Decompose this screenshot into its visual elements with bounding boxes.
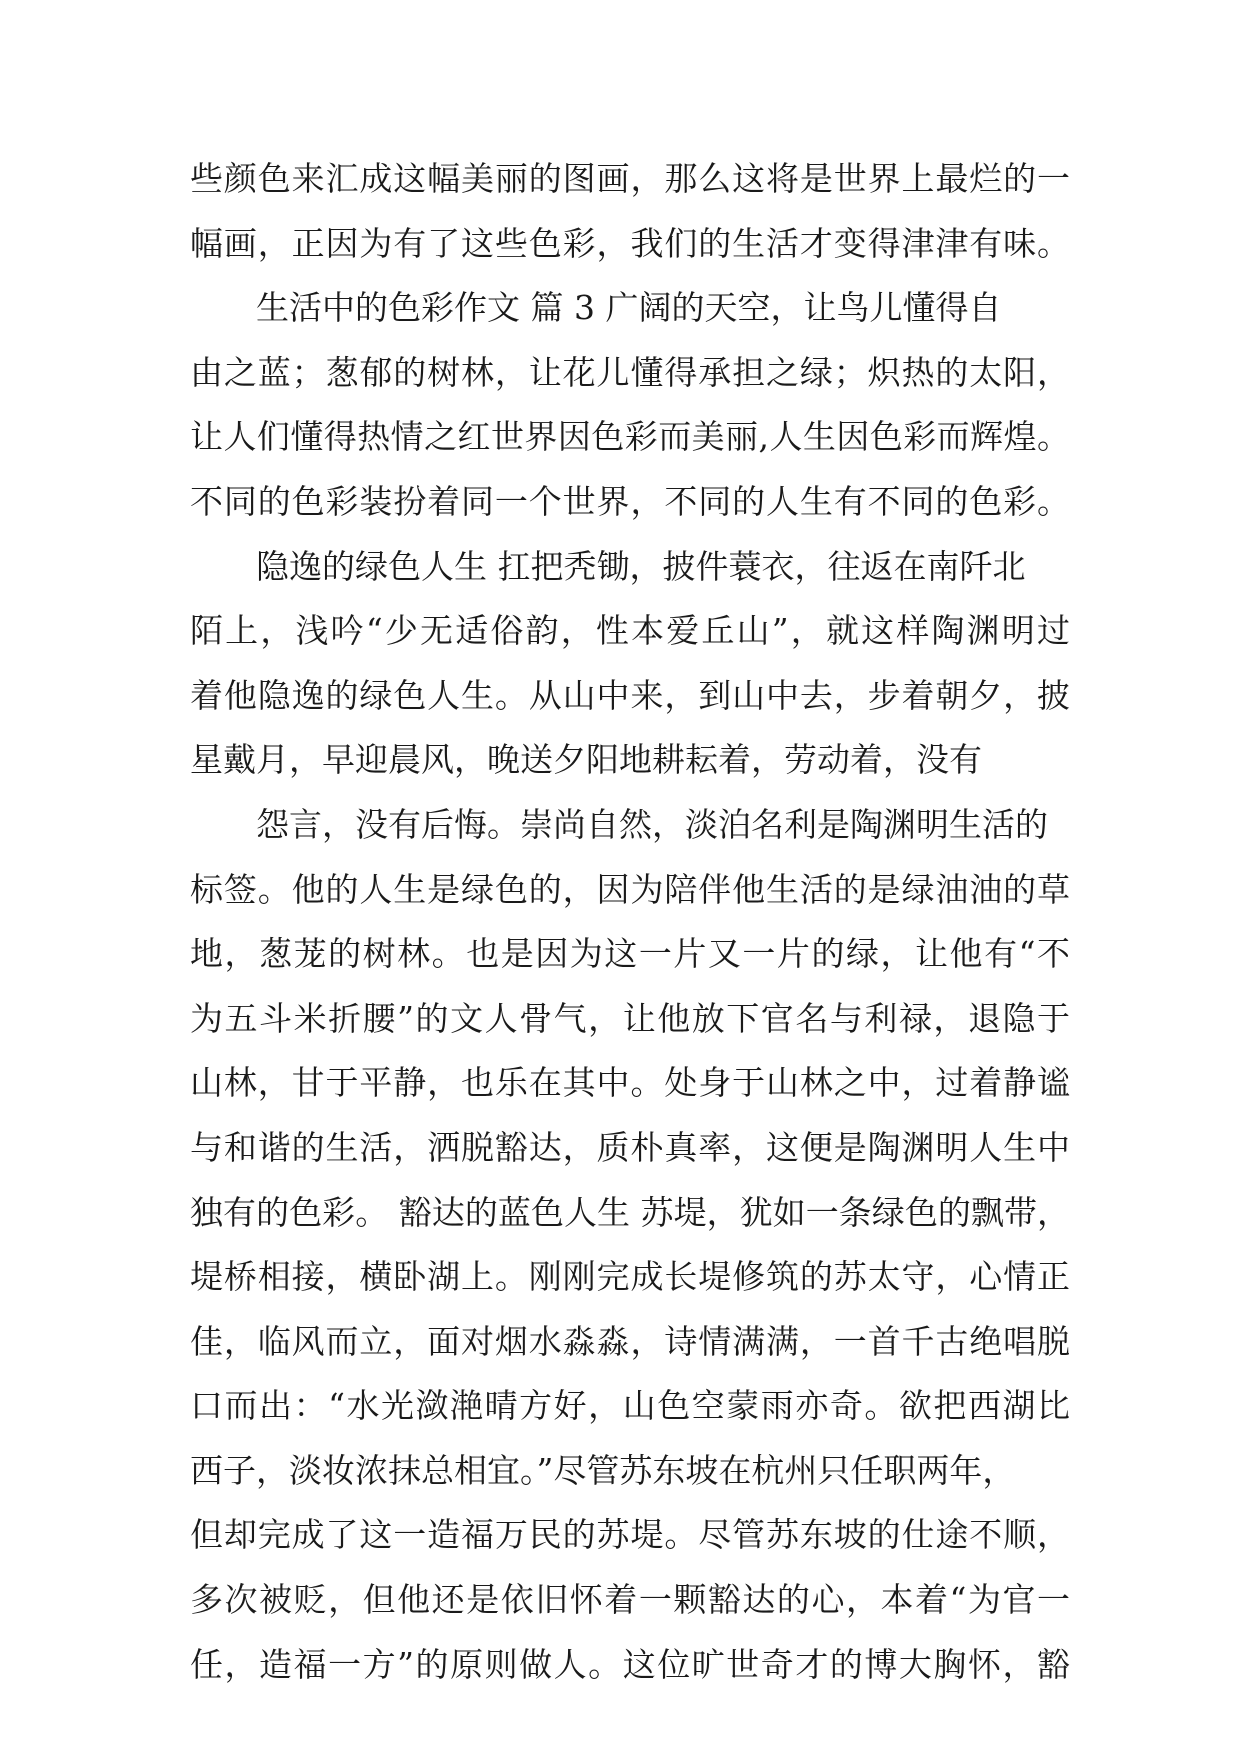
- text-line: 与和谐的生活，洒脱豁达，质朴真率，这便是陶渊明人生中: [190, 1127, 1070, 1167]
- text-line: 些颜色来汇成这幅美丽的图画，那么这将是世界上最烂的一: [190, 159, 1070, 198]
- text-line: 多次被贬，但他还是依旧怀着一颗豁达的心，本着“为官一: [190, 1580, 1070, 1620]
- text-line: 让人们懂得热情之红世界因色彩而美丽,人生因色彩而辉煌。: [190, 417, 1070, 457]
- text-line: 佳，临风而立，面对烟水淼淼，诗情满满，一首千古绝唱脱: [190, 1321, 1070, 1361]
- section-heading-line: 生活中的色彩作文 篇 3 广阔的天空，让鸟儿懂得自: [256, 288, 1002, 328]
- text-line: 口而出：“水光潋滟晴方好，山色空蒙雨亦奇。欲把西湖比: [190, 1386, 1070, 1426]
- text-line: 着他隐逸的绿色人生。从山中来，到山中去，步着朝夕，披: [190, 675, 1070, 715]
- text-line: 陌上，浅吟“少无适俗韵，性本爱丘山”，就这样陶渊明过: [190, 611, 1070, 651]
- text-line: 由之蓝；葱郁的树林，让花儿懂得承担之绿；炽热的太阳，: [190, 352, 1070, 392]
- text-line: 独有的色彩。 豁达的蓝色人生 苏堤，犹如一条绿色的飘带，: [190, 1192, 1070, 1232]
- text-line: 任，造福一方”的原则做人。这位旷世奇才的博大胸怀，豁: [190, 1644, 1070, 1684]
- text-line: 堤桥相接，横卧湖上。刚刚完成长堤修筑的苏太守，心情正: [190, 1257, 1070, 1297]
- document-body-text: [190, 158, 1070, 1708]
- text-line: 山林，甘于平静，也乐在其中。处身于山林之中，过着静谧: [190, 1063, 1070, 1103]
- text-line: 标签。他的人生是绿色的，因为陪伴他生活的是绿油油的草: [190, 869, 1070, 909]
- text-line: 不同的色彩装扮着同一个世界，不同的人生有不同的色彩。: [190, 481, 1070, 521]
- text-line: 为五斗米折腰”的文人骨气，让他放下官名与利禄，退隐于: [190, 998, 1070, 1038]
- text-line: 地，葱茏的树林。也是因为这一片又一片的绿，让他有“不: [190, 934, 1070, 974]
- text-line: 幅画，正因为有了这些色彩，我们的生活才变得津津有味。: [190, 223, 1070, 263]
- text-line: 但却完成了这一造福万民的苏堤。尽管苏东坡的仕途不顺，: [190, 1515, 1070, 1555]
- text-line: 隐逸的绿色人生 扛把秃锄，披件蓑衣，往返在南阡北: [256, 546, 1026, 586]
- text-line: 西子，淡妆浓抹总相宜。”尽管苏东坡在杭州只任职两年，: [190, 1450, 1016, 1490]
- text-line: 星戴月，早迎晨风，晚送夕阳地耕耘着，劳动着，没有: [190, 740, 982, 780]
- text-line: 怨言，没有后悔。崇尚自然，淡泊名利是陶渊明生活的: [256, 804, 1048, 844]
